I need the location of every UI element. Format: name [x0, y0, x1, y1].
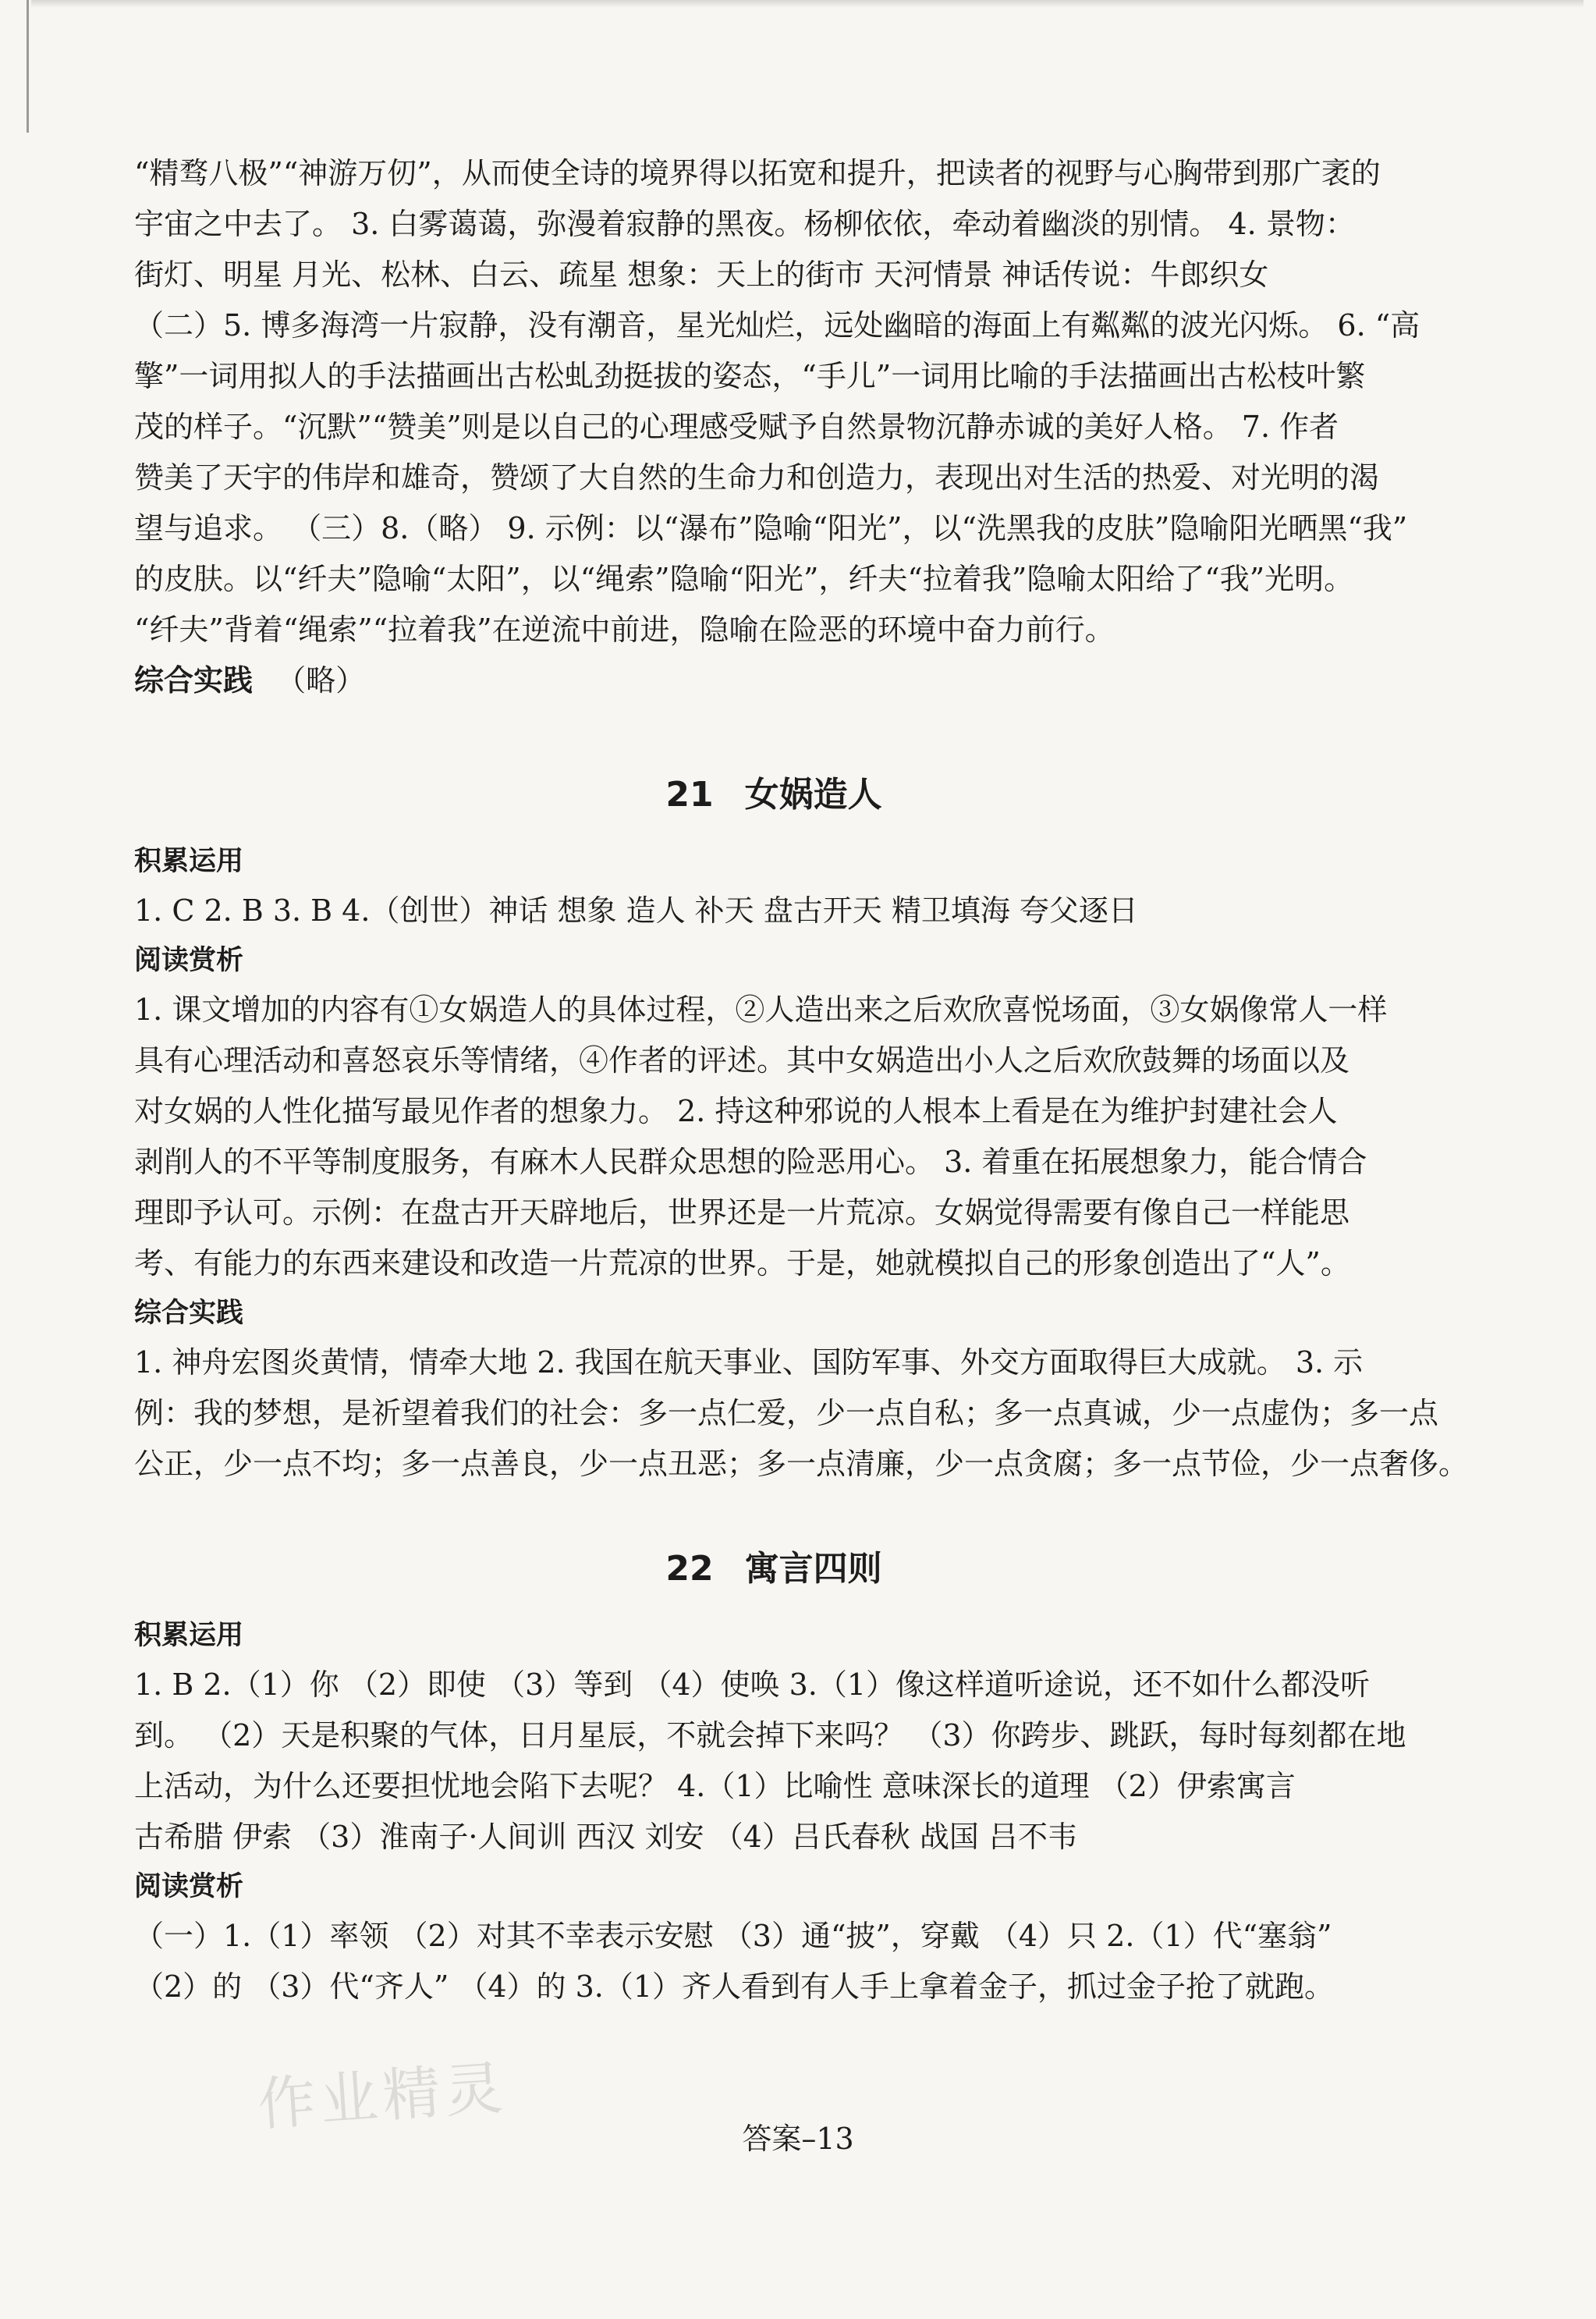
section21-accumulation	[134, 886, 1413, 936]
text-line: （一）1.（1）率领 （2）对其不幸表示安慰 （3）通“披”，穿戴 （4）只 2.（1）代“塞翁”	[134, 1919, 1332, 1953]
page-number: 答案–13	[742, 2122, 854, 2156]
chapter-name: 女娲造人	[744, 775, 882, 815]
heading-reading: 阅读赏析	[134, 945, 244, 976]
section21-reading	[134, 985, 1413, 1289]
text-line: 上活动，为什么还要担忧地会陷下去呢？ 4.（1）比喻性 意味深长的道理 （2）伊索寓言	[134, 1769, 1296, 1803]
text-line: 古希腊 伊索 （3）淮南子·人间训 西汉 刘安 （4）吕氏春秋 战国 吕不韦	[134, 1820, 1077, 1854]
chapter-title-21	[134, 764, 1413, 826]
text-line: 宇宙之中去了。 3. 白雾蔼蔼，弥漫着寂静的黑夜。杨柳依依，牵动着幽淡的别情。 4. 景物：	[134, 207, 1355, 241]
text-line: 望与追求。 （三）8.（略） 9. 示例：以“瀑布”隐喻“阳光”，以“洗黑我的皮肤”隐喻阳光晒黑“我”	[134, 511, 1408, 545]
practice-heading: 综合实践	[134, 663, 254, 698]
text-line: 剥削人的不平等制度服务，有麻木人民群众思想的险恶用心。 3. 着重在拓展想象力，能合情合	[134, 1145, 1367, 1179]
answer-content	[134, 148, 1469, 2012]
text-line: 擎”一词用拟人的手法描画出古松虬劲挺拔的姿态，“手儿”一词用比喻的手法描画出古松枝叶繁	[134, 359, 1366, 393]
page-top-edge	[31, 0, 1584, 8]
page-binding-edge	[27, 0, 29, 133]
text-line: （2）的 （3）代“齐人” （4）的 3.（1）齐人看到有人手上拿着金子，抓过金子抢了就跑。	[134, 1969, 1335, 2004]
section21-practice	[134, 1337, 1469, 1490]
heading-reading: 阅读赏析	[134, 1871, 244, 1902]
text-line: （二）5. 博多海湾一片寂静，没有潮音，星光灿烂，远处幽暗的海面上有粼粼的波光闪烁。 6. “高	[134, 308, 1420, 343]
section20-practice	[134, 655, 1413, 706]
chapter-title-22	[134, 1538, 1413, 1600]
chapter-number: 21	[665, 775, 714, 815]
text-line: 街灯、明星 月光、松林、白云、疏星 想象：天上的街市 天河情景 神话传说：牛郎织女	[134, 257, 1269, 292]
text-line: 赞美了天宇的伟岸和雄奇，赞颂了大自然的生命力和创造力，表现出对生活的热爱、对光明的渴	[134, 460, 1380, 495]
text-line: “纤夫”背着“绳索”“拉着我”在逆流中前进，隐喻在险恶的环境中奋力前行。	[134, 613, 1115, 647]
watermark-logo: 作业精灵	[255, 2054, 510, 2140]
heading-practice: 综合实践	[134, 1298, 244, 1329]
chapter-name: 寓言四则	[744, 1549, 882, 1589]
text-line: 具有心理活动和喜怒哀乐等情绪，④作者的评述。其中女娲造出小人之后欢欣鼓舞的场面以及	[134, 1043, 1350, 1078]
text-line: 到。 （2）天是积聚的气体，日月星辰，不就会掉下来吗？ （3）你跨步、跳跃，每时每刻都在地	[134, 1718, 1406, 1753]
chapter-number: 22	[665, 1549, 714, 1589]
text-line: 对女娲的人性化描写最见作者的想象力。 2. 持这种邪说的人根本上看是在为维护封建社会人	[134, 1094, 1338, 1128]
text-line: 1. 课文增加的内容有①女娲造人的具体过程，②人造出来之后欢欣喜悦场面，③女娲像常人一样	[134, 993, 1388, 1027]
text-line: 1. C 2. B 3. B 4.（创世）神话 想象 造人 补天 盘古开天 精卫填海 夸父逐日	[134, 893, 1138, 928]
practice-answer: （略）	[276, 663, 366, 698]
text-line: 1. 神舟宏图炎黄情，情牵大地 2. 我国在航天事业、国防军事、外交方面取得巨大成就。 3. 示	[134, 1345, 1364, 1380]
text-line: “精骛八极”“神游万仞”，从而使全诗的境界得以拓宽和提升，把读者的视野与心胸带到那广袤的	[134, 156, 1381, 190]
text-line: 的皮肤。以“纤夫”隐喻“太阳”，以“绳索”隐喻“阳光”，纤夫“拉着我”隐喻太阳给了“我”光明。	[134, 562, 1354, 596]
text-line: 例：我的梦想，是祈望着我们的社会：多一点仁爱，少一点自私；多一点真诚，少一点虚伪；多一点	[134, 1396, 1439, 1430]
text-line: 茂的样子。“沉默”“赞美”则是以自己的心理感受赋予自然景物沉静赤诚的美好人格。 7. 作者	[134, 410, 1339, 444]
text-line: 1. B 2.（1）你 （2）即使 （3）等到 （4）使唤 3.（1）像这样道听途说，还不如什么都没听	[134, 1667, 1371, 1702]
heading-accumulation: 积累运用	[134, 846, 244, 877]
heading-accumulation: 积累运用	[134, 1620, 244, 1651]
text-line: 理即予认可。示例：在盘古开天辟地后，世界还是一片荒凉。女娲觉得需要有像自己一样能思	[134, 1195, 1350, 1230]
section22-reading	[134, 1911, 1413, 2012]
text-line: 考、有能力的东西来建设和改造一片荒凉的世界。于是，她就模拟自己的形象创造出了“人”。	[134, 1246, 1350, 1280]
section22-accumulation	[134, 1660, 1413, 1863]
text-line: 公正，少一点不均；多一点善良，少一点丑恶；多一点清廉，少一点贪腐；多一点节俭，少一点奢侈。	[134, 1447, 1469, 1481]
section20-answers	[134, 148, 1420, 655]
